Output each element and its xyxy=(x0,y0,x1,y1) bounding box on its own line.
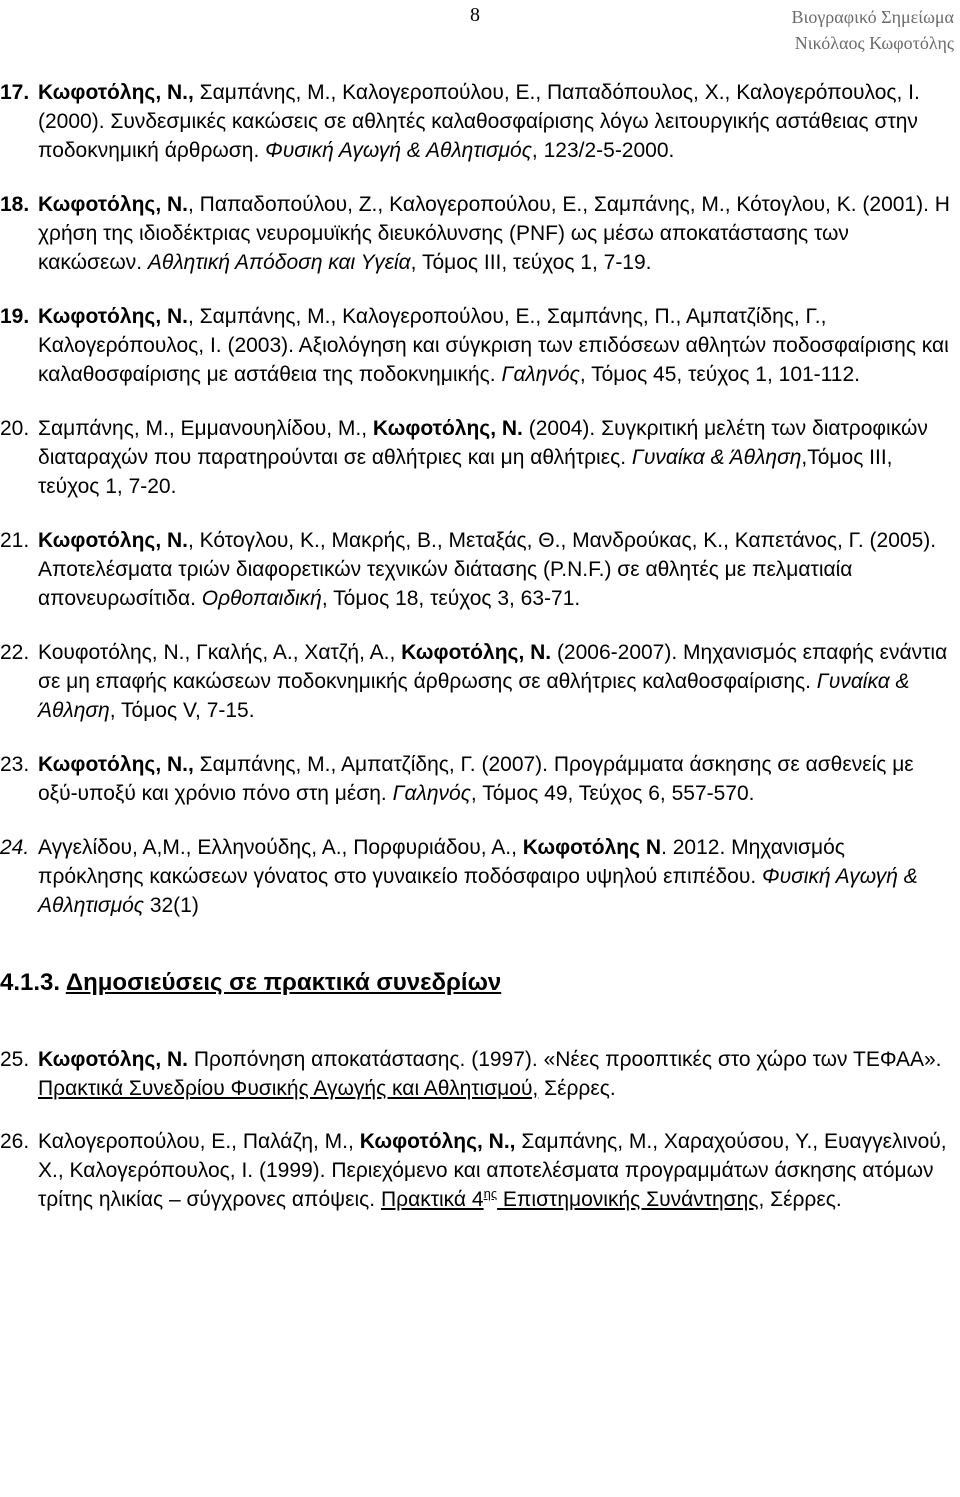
citation-details: , Τόμος 49, Τεύχος 6, 557-570. xyxy=(470,782,755,805)
entry-number: 18. xyxy=(0,193,30,216)
publications-list xyxy=(0,78,960,1214)
citation-details: , Σέρρες. xyxy=(758,1188,842,1211)
citation-details: , Τόμος V, 7-15. xyxy=(109,699,255,722)
conference-entry-25 xyxy=(0,1045,960,1103)
author-highlight: Κωφοτόλης, Ν. xyxy=(401,641,552,664)
publication-entry-17 xyxy=(0,78,960,165)
entry-number: 19. xyxy=(0,305,30,328)
publication-entry-22 xyxy=(0,638,960,725)
entry-number: 21. xyxy=(0,529,30,552)
proceedings-name: Πρακτικά Συνεδρίου Φυσικής Αγωγής και Αθλητισμού, xyxy=(38,1077,539,1100)
citation-text: . 2012. Μηχανισμός πρόκλησης κακώσεων γόνατος στο γυναικείο ποδόσφαιρο υψηλού επιπέδου. xyxy=(38,836,845,888)
citation-text: , Κότογλου, Κ., Μακρής, Β., Μεταξάς, Θ., Μανδρούκας, Κ., Καπετάνος, Γ. (2005). Αποτελέσματα τριών διαφορετικών τεχνικών διάτασης (P.N.F.) σε αθλητές με πελματιαία απονευρωσίτιδα. xyxy=(38,529,937,610)
citation-text: , Σαμπάνης, Μ., Καλογεροπούλου, Ε., Σαμπάνης, Π., Αμπατζίδης, Γ., Καλογερόπουλος, Ι. (2003). Αξιολόγηση και σύγκριση των επιδόσεων αθλητών ποδοσφαίρισης και καλαθοσφαίρισης με αστάθεια της ποδοκνημικής. xyxy=(38,305,949,386)
section-number: 4.1.3. xyxy=(0,969,61,996)
citation-details: 32(1) xyxy=(143,894,199,917)
conference-entry-26 xyxy=(0,1127,960,1214)
journal-name: Ορθοπαιδική xyxy=(201,587,322,610)
citation-text: (2006-2007). Μηχανισμός επαφής ενάντια σε μη επαφής κακώσεων ποδοκνημικής άρθρωσης σε αθλήτριες καλαθοσφαίρισης. xyxy=(38,641,948,693)
citation-text: (2004). Συγκριτική μελέτη των διατροφικών διαταραχών που παρατηρούνται σε αθλήτριες και μη αθλήτριες. xyxy=(38,417,928,469)
document-title: Βιογραφικό Σημείωμα xyxy=(791,7,954,27)
running-header xyxy=(792,4,955,56)
author-highlight: Κωφοτόλης, Ν. xyxy=(38,1048,188,1071)
journal-name: Γυναίκα & Άθληση xyxy=(631,446,802,469)
author-highlight: Κωφοτόλης, Ν. xyxy=(38,193,188,216)
citation-authors: Αγγελίδου, Α,Μ., Ελληνούδης, Α., Πορφυριάδου, Α., xyxy=(38,836,523,859)
proceedings-name-cont: Επιστημονικής Συνάντησης xyxy=(497,1188,759,1211)
citation-text: Σαμπάνης, Μ., Καλογεροπούλου, Ε., Παπαδόπουλος, Χ., Καλογερόπουλος, Ι. (2000). Συνδεσμικές κακώσεις σε αθλητές καλαθοσφαίρισης λόγω λειτουργικής αστάθειας στην ποδοκνημική άρθρωση. xyxy=(38,81,920,162)
author-highlight: Κωφοτόλης, Ν., xyxy=(359,1130,516,1153)
journal-name: Γαληνός xyxy=(501,363,580,386)
citation-details: , 123/2-5-2000. xyxy=(531,139,675,162)
page-number: 8 xyxy=(470,4,480,26)
proceedings-name: Πρακτικά 4 xyxy=(380,1188,484,1211)
publication-entry-21 xyxy=(0,526,960,613)
citation-authors: Κουφοτόλης, Ν., Γκαλής, Α., Χατζή, Α., xyxy=(38,641,402,664)
entry-number: 24. xyxy=(0,836,30,859)
publication-entry-23 xyxy=(0,750,960,808)
citation-details: , Τόμος 18, τεύχος 3, 63-71. xyxy=(321,587,581,610)
journal-name: Φυσική Αγωγή & Αθλητισμός xyxy=(38,865,918,917)
citation-details: , Τόμος ΙΙΙ, τεύχος 1, 7-19. xyxy=(410,251,652,274)
citation-text: , Παπαδοπούλου, Ζ., Καλογεροπούλου, Ε., Σαμπάνης, Μ., Κότογλου, Κ. (2001). Η χρήση της ιδιοδέκτριας νευρομυϊκής διευκόλυνσης (PNF) ως μέσω αποκατάστασης των κακώσεων. xyxy=(38,193,950,274)
citation-text: Σαμπάνης, Μ., Χαραχούσου, Υ., Ευαγγελινού, Χ., Καλογερόπουλος, Ι. (1999). Περιεχόμενο και αποτελέσματα προγραμμάτων άσκησης ατόμων τρίτης ηλικίας – σύγχρονες απόψεις. xyxy=(38,1130,947,1211)
section-title: Δημοσιεύσεις σε πρακτικά συνεδρίων xyxy=(65,969,502,996)
journal-name: Φυσική Αγωγή & Αθλητισμός xyxy=(265,139,532,162)
citation-text: Σαμπάνης, Μ., Αμπατζίδης, Γ. (2007). Προγράμματα άσκησης σε ασθενείς με οξύ-υποξύ και χρόνιο πόνο στη μέση. xyxy=(38,753,914,805)
citation-details: ,Τόμος ΙΙΙ, τεύχος 1, 7-20. xyxy=(38,446,893,498)
author-highlight: Κωφοτόλης, Ν. xyxy=(38,305,188,328)
entry-number: 17. xyxy=(0,81,30,104)
section-heading xyxy=(0,968,960,997)
entry-number: 22. xyxy=(0,641,30,664)
citation-details: Σέρρες. xyxy=(538,1077,616,1100)
journal-name: Γαληνός xyxy=(392,782,471,805)
author-highlight: Κωφοτόλης, Ν., xyxy=(38,753,194,776)
entry-number: 26. xyxy=(0,1130,30,1153)
publication-entry-19 xyxy=(0,302,960,389)
publication-entry-24 xyxy=(0,833,960,920)
author-name: Νικόλαος Κωφοτόλης xyxy=(794,33,954,53)
entry-number: 25. xyxy=(0,1048,30,1071)
ordinal-superscript: ης xyxy=(483,1186,498,1201)
entry-number: 23. xyxy=(0,753,30,776)
citation-authors: Καλογεροπούλου, Ε., Παλάζη, Μ., xyxy=(38,1130,360,1153)
publication-entry-20 xyxy=(0,414,960,501)
journal-name: Αθλητική Απόδοση και Υγεία xyxy=(147,251,411,274)
author-highlight: Κωφοτόλης, Ν. xyxy=(38,529,188,552)
author-highlight: Κωφοτόλης, Ν. xyxy=(372,417,523,440)
citation-text: Προπόνηση αποκατάστασης. (1997). «Νέες προοπτικές στο χώρο των ΤΕΦΑΑ». xyxy=(187,1048,942,1071)
publication-entry-18 xyxy=(0,190,960,277)
entry-number: 20. xyxy=(0,417,30,440)
author-highlight: Κωφοτόλης, Ν., xyxy=(38,81,194,104)
journal-name: Γυναίκα & Άθληση xyxy=(38,670,910,722)
citation-details: , Τόμος 45, τεύχος 1, 101-112. xyxy=(579,363,860,386)
citation-authors: Σαμπάνης, Μ., Εμμανουηλίδου, Μ., xyxy=(38,417,373,440)
author-highlight: Κωφοτόλης Ν xyxy=(522,836,662,859)
